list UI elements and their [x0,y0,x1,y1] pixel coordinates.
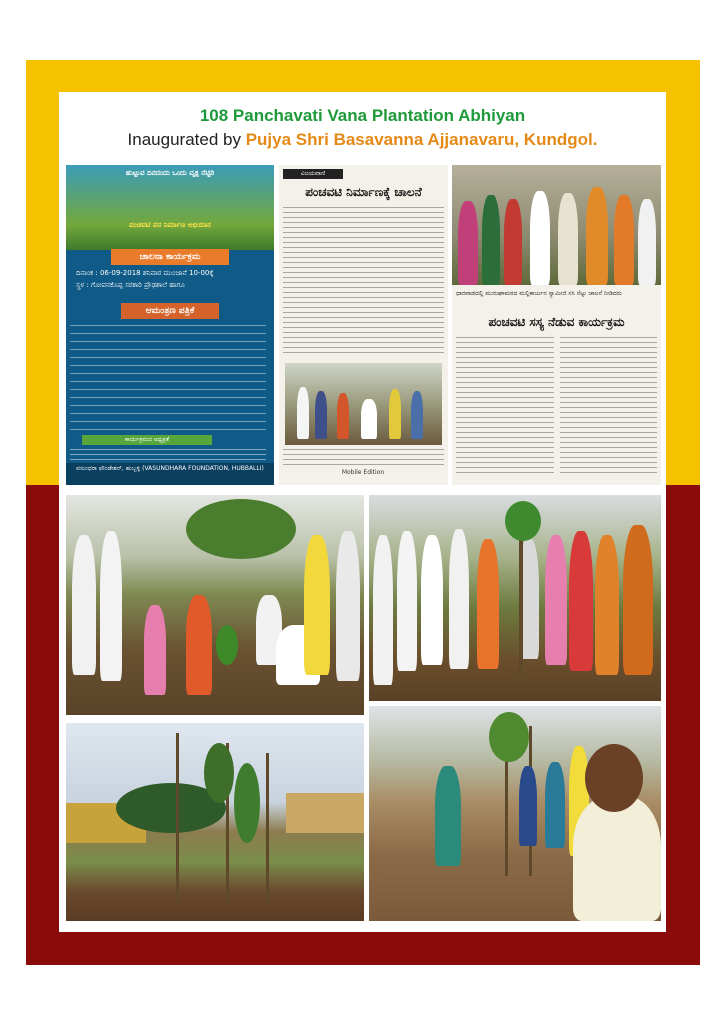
invitation-org-title: ಪಂಚವಟಿ ವನ ನಿರ್ಮಾಣ ಅಭಿಯಾನ [129,221,211,229]
guest-list [70,325,266,435]
subtitle-prefix: Inaugurated by [127,130,246,149]
photo-group-planting-2 [369,495,661,701]
newspaper-clipping-left [279,165,448,485]
photo-saplings-ground [66,723,364,921]
clipping-headline-right: ಪಂಚವಟಿ ಸಸ್ಯ ನೆಡುವ ಕಾರ್ಯಕ್ರಮ [488,315,625,329]
newspaper-clipping-right [452,165,661,485]
page-subtitle [59,130,666,150]
clipping-headline: ಪಂಚವಟಿ ನಿರ್ಮಾಣಕ್ಕೆ ಚಾಲನೆ [305,185,422,199]
event-date: ದಿನಾಂಕ : 06-09-2018 ಶನಿವಾರ ಮುಂಜಾನೆ 10-00ಕ್ಕೆ [76,269,214,277]
event-heading: ಚಾಲನಾ ಕಾರ್ಯಕ್ರಮ [111,249,229,265]
newspaper-name: ವಿಜಯವಾಣಿ [283,169,343,179]
subtitle-highlight: Pujya Shri Basavanna Ajjanavaru, Kundgol. [245,130,598,149]
invite-heading: ಆಮಂತ್ರಣ ಪತ್ರಿಕೆ [121,303,219,319]
invitation-top-line: ಹುಟ್ಟುವ ದಿನದಂದು ಒಂದು ವೃಕ್ಷ ನೆಟ್ಟಿರಿ [125,169,215,177]
clipping-photo [285,363,442,445]
guests-heading: ಕಾರ್ಯಕ್ರಮದ ಅಧ್ಯಕ್ಷತೆ [82,435,212,445]
photo-group-planting-1 [66,495,364,715]
photo-selfie-planting [369,706,661,921]
clipping-photo-caption: ಧಾರವಾಡದಲ್ಲಿ ಮುರುಘಾಮಠದ ಮಲ್ಲಿಕಾರ್ಜುನ ಸ್ವಾಮೀಜಿ ಸಸಿ ನೆಟ್ಟು ಚಾಲನೆ ನೀಡಿದರು [456,290,622,297]
clipping-caption [283,449,444,467]
clipping-column-2 [560,337,657,477]
invitation-footer: ವಸುಂಧರಾ ಫೌಂಡೇಶನ್, ಹುಬ್ಬಳ್ಳಿ (VASUNDHARA FOUNDATION, HUBBALLI) [66,463,274,485]
clipping-photo-ceremony [452,165,661,285]
page-title: 108 Panchavati Vana Plantation Abhiyan [199,106,526,125]
clipping-column-1 [456,337,554,477]
event-venue: ಸ್ಥಳ : ಗೋಪನಕೊಪ್ಪ ಸರಕಾರಿ ಪ್ರೌಢಶಾಲೆ ಹಾಗೂ [76,281,185,289]
clipping-source-tag: Mobile Edition [341,469,385,476]
invitation-card [66,165,274,485]
clipping-text-top [283,207,444,357]
guests-list [70,449,266,461]
